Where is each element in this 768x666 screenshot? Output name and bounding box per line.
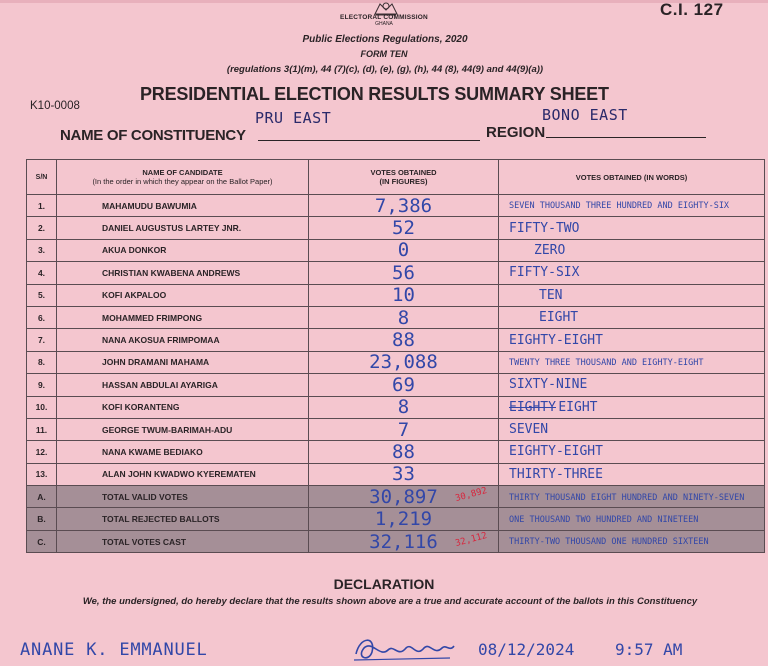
form-name: FORM TEN [360,49,408,59]
votes-figures [309,306,499,328]
votes-figures-value: 8 [397,306,410,329]
constituency-label: NAME OF CONSTITUENCY [60,127,246,144]
votes-figures-value: 56 [392,261,415,284]
votes-words [499,284,765,306]
total-figures-correction: 32,112 [454,530,489,549]
candidate-name: MAHAMUDU BAWUMIA [57,195,309,217]
votes-words-value: SIXTY-NINE [509,377,588,393]
votes-figures-value: 0 [397,239,410,262]
total-figures [309,530,499,552]
votes-words-value: TWENTY THREE THOUSAND AND EIGHTY-EIGHT [509,358,704,369]
declaration-title: DECLARATION [333,576,435,592]
row-sn: 1. [27,195,57,217]
votes-figures [309,284,499,306]
row-sn: 10. [27,396,57,418]
total-figures-value: 30,897 [369,485,438,508]
votes-figures [309,217,499,239]
votes-figures [309,396,499,418]
votes-words-value: EIGHT [558,399,598,415]
row-sn: 5. [27,284,57,306]
region-value: BONO EAST [542,106,628,124]
votes-figures-value: 7,386 [374,194,433,217]
votes-figures-value: 33 [392,463,415,486]
signature-time: 9:57 AM [615,640,683,659]
total-words [499,508,765,530]
row-sn: 3. [27,239,57,261]
header-sn: S/N [27,160,57,195]
row-sn: C. [27,530,57,552]
header-words: VOTES OBTAINED (IN WORDS) [499,160,765,195]
total-label: TOTAL VALID VOTES [57,486,309,508]
votes-words [499,217,765,239]
total-row [27,486,765,508]
candidate-name: ALAN JOHN KWADWO KYEREMATEN [57,463,309,485]
table-row [27,262,765,284]
votes-words [499,195,765,217]
votes-figures [309,195,499,217]
total-figures-correction: 30,892 [454,486,489,505]
signatory-name: ANANE K. EMMANUEL [20,640,208,660]
votes-figures [309,262,499,284]
votes-words [499,374,765,396]
table-header-row [27,160,765,195]
header-name-label: NAME OF CANDIDATE [142,168,223,177]
total-words [499,530,765,552]
votes-words [499,329,765,351]
candidate-name: JOHN DRAMANI MAHAMA [57,351,309,373]
total-figures [309,508,499,530]
row-sn: 4. [27,262,57,284]
candidate-name: HASSAN ABDULAI AYARIGA [57,374,309,396]
header-name-sub: (In the order in which they appear on the Ballot Paper) [92,177,273,186]
regulations-detail: (regulations 3(1)(m), 44 (7)(c), (d), (e), (g), (h), 44 (8), 44(9) and 44(9)(a)) [226,64,544,75]
total-row [27,508,765,530]
votes-figures-value: 10 [392,284,415,307]
votes-words [499,306,765,328]
signature-date: 08/12/2024 [478,640,575,659]
votes-figures-value: 69 [392,373,415,396]
votes-figures-value: 88 [392,440,415,463]
votes-words [499,262,765,284]
votes-words [499,396,765,418]
signature-icon [350,632,460,666]
table-row [27,396,765,418]
table-row [27,306,765,328]
table-row [27,329,765,351]
table-row [27,463,765,485]
row-sn: 2. [27,217,57,239]
table-row [27,441,765,463]
votes-words-value: FIFTY-TWO [509,220,580,236]
total-row [27,530,765,552]
votes-words [499,239,765,261]
header-name [57,160,309,195]
votes-words-value: THIRTY-THREE [509,466,603,482]
region-line [546,137,706,138]
votes-words [499,463,765,485]
row-sn: 9. [27,374,57,396]
votes-figures-value: 23,088 [369,351,438,374]
votes-words [499,418,765,440]
header-figures-sub: (IN FIGURES) [379,177,428,186]
candidate-name: GEORGE TWUM-BARIMAH-ADU [57,418,309,440]
row-sn: A. [27,486,57,508]
votes-figures [309,329,499,351]
candidate-name: CHRISTIAN KWABENA ANDREWS [57,262,309,284]
region-label: REGION [486,124,546,141]
votes-words [499,441,765,463]
table-row [27,284,765,306]
votes-figures-value: 8 [397,396,410,419]
row-sn: B. [27,508,57,530]
candidate-name: DANIEL AUGUSTUS LARTEY JNR. [57,217,309,239]
table-row [27,374,765,396]
total-words-value: THIRTY THOUSAND EIGHT HUNDRED AND NINETY-SEVEN [509,492,745,503]
row-sn: 7. [27,329,57,351]
votes-figures-value: 88 [392,329,415,352]
votes-words-value: SEVEN [509,422,549,438]
header-figures-label: VOTES OBTAINED [370,168,437,177]
candidate-name: NANA AKOSUA FRIMPOMAA [57,329,309,351]
candidate-name: MOHAMMED FRIMPONG [57,306,309,328]
total-label: TOTAL VOTES CAST [57,530,309,552]
constituency-line [258,140,480,141]
table-row [27,351,765,373]
votes-words-value: TEN [539,287,563,303]
constituency-value: PRU EAST [255,109,332,127]
votes-words-value: FIFTY-SIX [509,265,580,281]
table-row [27,217,765,239]
total-figures-value: 32,116 [369,530,438,553]
votes-figures [309,463,499,485]
votes-words-value: SEVEN THOUSAND THREE HUNDRED AND EIGHTY-SIX [509,201,730,212]
votes-figures [309,441,499,463]
row-sn: 11. [27,418,57,440]
total-label: TOTAL REJECTED BALLOTS [57,508,309,530]
votes-figures [309,351,499,373]
votes-words-value: EIGHTY-EIGHT [509,332,603,348]
total-figures-value: 1,219 [374,508,433,531]
commission-name: ELECTORAL COMMISSION [340,14,428,21]
votes-words-struck: EIGHTY [509,399,556,415]
votes-words-value: ZERO [534,242,566,258]
candidate-name: NANA KWAME BEDIAKO [57,441,309,463]
row-sn: 13. [27,463,57,485]
sheet-title: PRESIDENTIAL ELECTION RESULTS SUMMARY SHEET [140,84,609,104]
total-words-value: THIRTY-TWO THOUSAND ONE HUNDRED SIXTEEN [509,537,709,548]
declaration-text: We, the undersigned, do hereby declare that the results shown above are a true and accurate account of the ballots in this Constituency [82,596,698,607]
header-figures [309,160,499,195]
candidate-name: AKUA DONKOR [57,239,309,261]
votes-words [499,351,765,373]
sheet-serial: K10-0008 [30,100,80,112]
row-sn: 8. [27,351,57,373]
commission-country: GHANA [375,21,393,27]
row-sn: 12. [27,441,57,463]
candidate-name: KOFI KORANTENG [57,396,309,418]
votes-words-value: EIGHTY-EIGHT [509,444,603,460]
total-words [499,486,765,508]
row-sn: 6. [27,306,57,328]
results-table [26,159,765,553]
total-words-value: ONE THOUSAND TWO HUNDRED AND NINETEEN [509,514,699,525]
votes-figures [309,418,499,440]
votes-figures [309,239,499,261]
table-row [27,418,765,440]
votes-figures [309,374,499,396]
table-row [27,239,765,261]
table-row [27,195,765,217]
candidate-name: KOFI AKPALOO [57,284,309,306]
votes-words-value: EIGHT [539,310,579,326]
total-figures [309,486,499,508]
votes-figures-value: 52 [392,217,415,240]
regulations-title: Public Elections Regulations, 2020 [302,34,468,45]
votes-figures-value: 7 [397,418,410,441]
ci-number: C.I. 127 [660,0,724,19]
